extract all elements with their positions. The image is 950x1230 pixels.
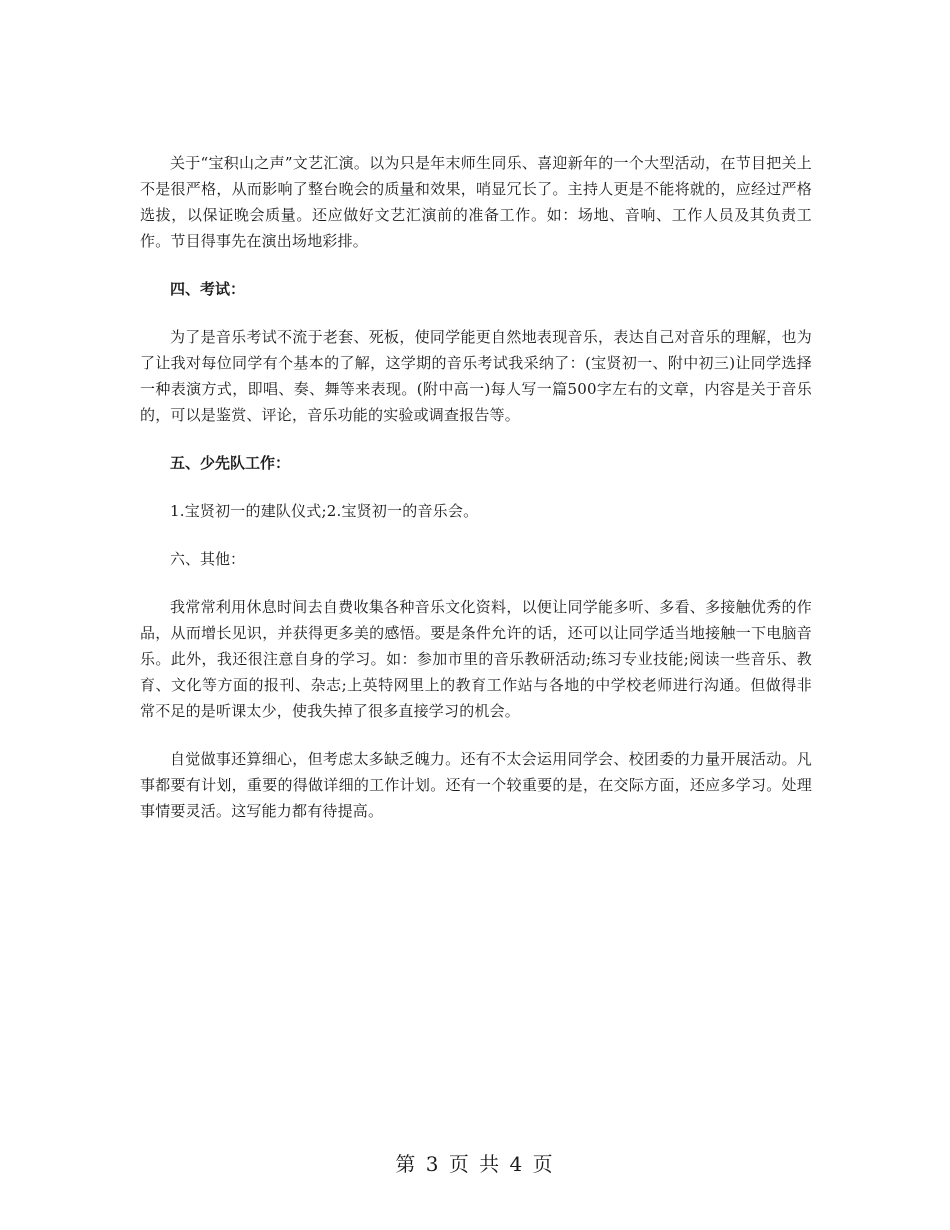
- section-heading-exam: 四、考试：: [170, 280, 246, 298]
- page-number-footer: 第 3 页 共 4 页: [395, 1152, 555, 1176]
- section-heading-young-pioneers: 五、少先队工作：: [170, 454, 291, 472]
- paragraph-other-learning: 我常常利用休息时间去自费收集各种音乐文化资料，以便让同学能多听、多看、多接触优秀的作品，从而增长见识，并获得更多美的感悟。要是条件允许的话，还可以让同学适当地接触一下电脑音乐。此外，我还很注意自身的学习。如：参加市里的音乐教研活动;练习专业技能;阅读一些音乐、教育、文化等方面的报刊、杂志;上英特网里上的教育工作站与各地的中学校老师进行沟通。但做得非常不足的是听课太少，使我失掉了很多直接学习的机会。: [140, 598, 812, 720]
- paragraph-performance-review: 关于“宝积山之声”文艺汇演。以为只是年末师生同乐、喜迎新年的一个大型活动，在节目把关上不是很严格，从而影响了整台晚会的质量和效果，哨显冗长了。主持人更是不能将就的，应经过严格选拔，以保证晚会质量。还应做好文艺汇演前的准备工作。如：场地、音响、工作人员及其负责工作。节目得事先在演出场地彩排。: [140, 154, 812, 250]
- paragraph-self-reflection: 自觉做事还算细心，但考虑太多缺乏魄力。还有不太会运用同学会、校团委的力量开展活动。凡事都要有计划，重要的得做详细的工作计划。还有一个较重要的是，在交际方面，还应多学习。处理事情要灵活。这写能力都有待提高。: [140, 750, 812, 820]
- section-heading-other: 六、其他：: [170, 550, 246, 568]
- paragraph-exam: 为了是音乐考试不流于老套、死板，使同学能更自然地表现音乐，表达自己对音乐的理解，也为了让我对每位同学有个基本的了解，这学期的音乐考试我采纳了：(宝贤初一、附中初三)让同学选择一种表演方式，即唱、奏、舞等来表现。(附中高一)每人写一篇500字左右的文章，内容是关于音乐的，可以是鉴赏、评论，音乐功能的实验或调查报告等。: [140, 328, 812, 424]
- paragraph-young-pioneers: 1.宝贤初一的建队仪式;2.宝贤初一的音乐会。: [170, 502, 479, 520]
- document-body: [140, 150, 812, 846]
